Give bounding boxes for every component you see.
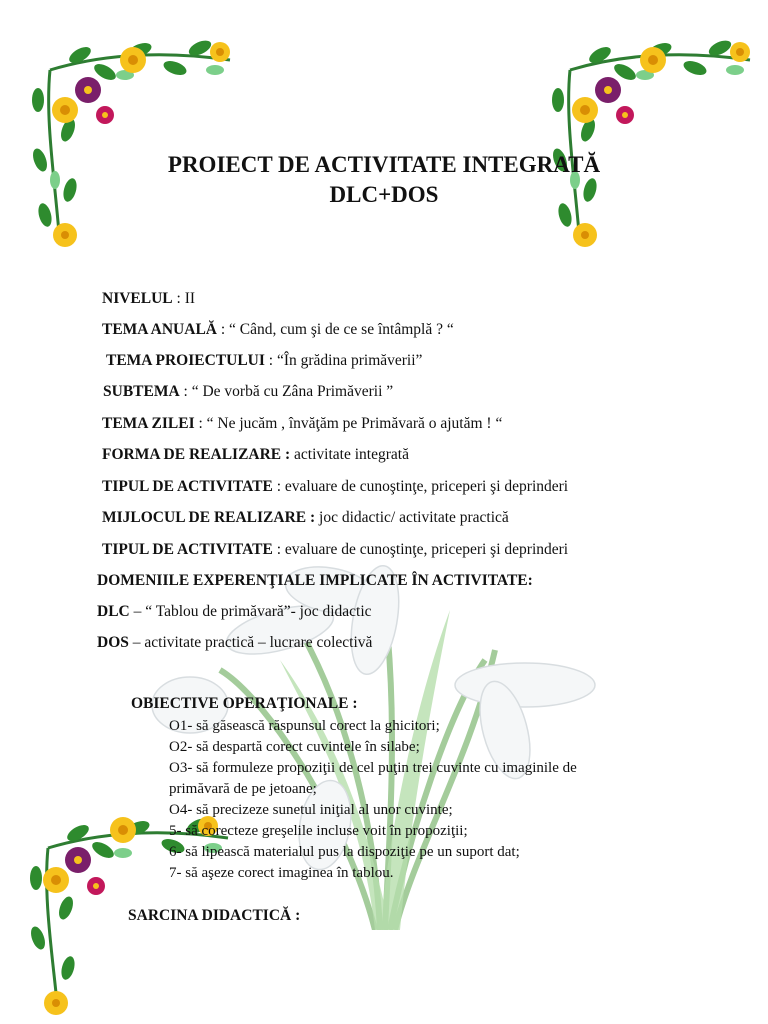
objective-item: O1- să găsească răspunsul corect la ghicitori; (169, 718, 440, 734)
field-label: FORMA DE REALIZARE : (102, 446, 291, 463)
field-separator: : (264, 352, 277, 369)
field-label: MIJLOCUL DE REALIZARE : (102, 509, 316, 526)
field-value: evaluare de cunoştinţe, priceperi şi deprinderi (284, 478, 569, 495)
objective-item: O2- să despartă corect cuvintele în silabe; (169, 739, 420, 755)
field-value: “ Ne jucăm , învăţăm pe Primăvară o ajutăm ! “ (206, 415, 503, 432)
objectives-heading (131, 694, 358, 714)
domain-value: – activitate practică – lucrare colectivă (128, 634, 373, 651)
objectives-heading-text: OBIECTIVE OPERAŢIONALE : (131, 695, 358, 712)
field-label: TEMA PROIECTULUI (106, 352, 265, 369)
objective-item: 7- să aşeze corect imaginea în tablou. (169, 865, 394, 881)
field-separator: : (272, 541, 285, 558)
page-subtitle: DLC+DOS (329, 182, 439, 207)
field-separator: : (172, 290, 185, 307)
yellow-flower-icon (572, 42, 750, 247)
pink-flower-icon (616, 106, 634, 124)
field-label: TIPUL DE ACTIVITATE (102, 541, 273, 558)
floral-corner-top-right (550, 30, 760, 255)
field-mijlocul-de-realizare (102, 508, 509, 528)
field-value: joc didactic/ activitate practică (319, 509, 509, 526)
objective-item: O4- să precizeze sunetul iniţial al unor cuvinte; (169, 802, 453, 818)
pink-flower-icon (96, 106, 114, 124)
field-forma-de-realizare (102, 445, 409, 465)
yellow-flower-icon (52, 42, 230, 247)
field-label: SUBTEMA (103, 383, 180, 400)
field-label: TEMA ZILEI (102, 415, 195, 432)
field-value: “ Când, cum şi de ce se întâmplă ? “ (229, 321, 454, 338)
objective-item: primăvară de pe jetoane; (169, 781, 317, 797)
field-label: TIPUL DE ACTIVITATE (102, 478, 273, 495)
purple-flower-icon (595, 77, 621, 103)
field-nivelul (102, 289, 195, 309)
field-tema-proiectului (106, 351, 422, 371)
field-tipul-de-activitate (102, 477, 568, 497)
field-separator: : (216, 321, 230, 338)
domains-heading-text: DOMENIILE EXPERENŢIALE IMPLICATE ÎN ACTIVITATE: (97, 572, 533, 589)
domain-label: DOS (97, 634, 129, 651)
task-heading (128, 906, 300, 926)
field-label: TEMA ANUALĂ (102, 321, 217, 338)
field-separator: : (272, 478, 285, 495)
floral-corner-top-left (30, 30, 240, 255)
field-subtema (103, 382, 393, 402)
field-label: NIVELUL (102, 290, 173, 307)
field-value: activitate integrată (294, 446, 409, 463)
page-title: PROIECT DE ACTIVITATE INTEGRATĂ (167, 152, 601, 177)
field-value: “În grădina primăverii” (276, 352, 423, 369)
objective-item: O3- să formuleze propoziţii de cel puţin trei cuvinte cu imaginile de (169, 760, 577, 776)
domain-dlc (97, 602, 372, 622)
field-tipul-de-activitate-2 (102, 540, 568, 560)
field-separator: : (179, 383, 192, 400)
field-value: “ De vorbă cu Zâna Primăverii ” (191, 383, 394, 400)
objective-item: 6- să lipească materialul pus la dispoziţie pe un suport dat; (169, 844, 520, 860)
field-tema-zilei (102, 414, 502, 434)
purple-flower-icon (65, 847, 91, 873)
field-value: evaluare de cunoştinţe, priceperi şi deprinderi (284, 541, 569, 558)
purple-flower-icon (75, 77, 101, 103)
field-value: II (184, 290, 196, 307)
objective-item: 5- să corecteze greşelile incluse voit în propoziţii; (169, 823, 468, 839)
domains-heading (97, 571, 533, 591)
field-tema-anuala (102, 320, 454, 340)
domain-label: DLC (97, 603, 130, 620)
field-separator: : (194, 415, 207, 432)
task-heading-text: SARCINA DIDACTICĂ : (128, 907, 301, 924)
pink-flower-icon (87, 877, 105, 895)
domain-dos (97, 633, 372, 653)
domain-value: – “ Tablou de primăvară”- joc didactic (129, 603, 372, 620)
